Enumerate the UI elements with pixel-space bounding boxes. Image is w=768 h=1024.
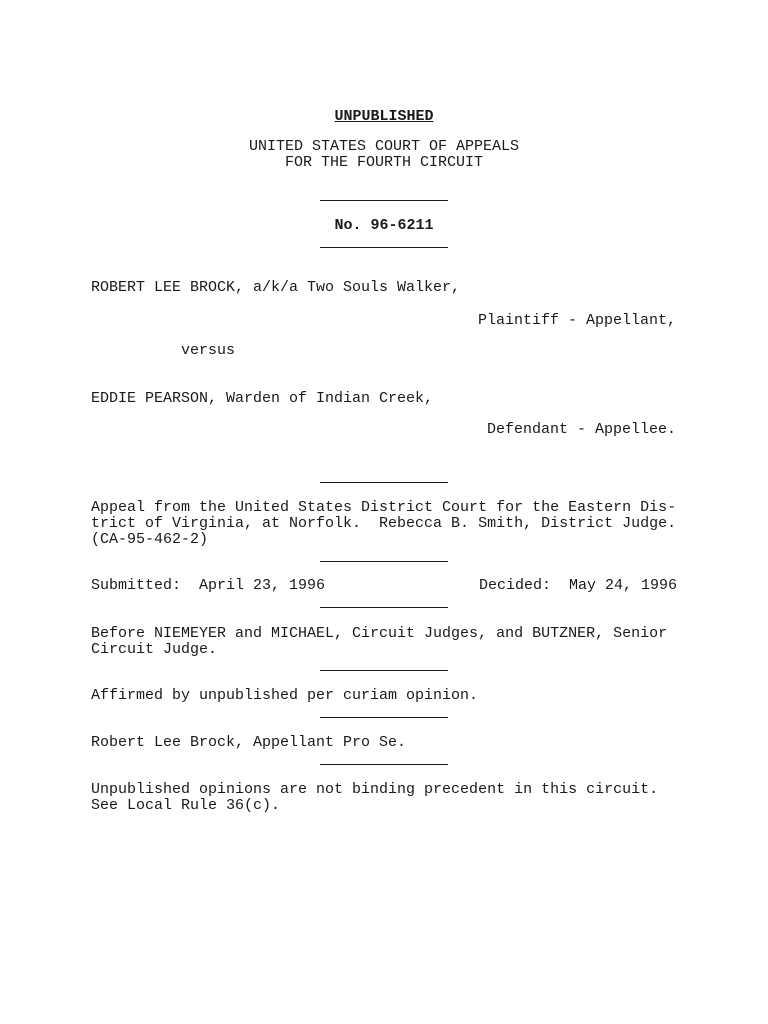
defendant-name: EDDIE PEARSON, Warden of Indian Creek, (91, 390, 434, 407)
divider-rule (320, 717, 448, 718)
divider-rule (320, 247, 448, 248)
plaintiff-role: Plaintiff - Appellant, (477, 312, 676, 329)
divider-rule (320, 607, 448, 608)
appeal-text-line2: trict of Virginia, at Norfolk. Rebecca B. Smith, District Judge. (91, 515, 677, 532)
dates-row (91, 578, 677, 594)
appeal-text-line1: Appeal from the United States District Court for the Eastern Dis- (91, 499, 677, 516)
notice-line2: See Local Rule 36(c). (91, 797, 281, 814)
notice-line1: Unpublished opinions are not binding precedent in this circuit. (91, 781, 659, 798)
court-name-line1: UNITED STATES COURT OF APPEALS (248, 138, 520, 155)
counsel-text: Robert Lee Brock, Appellant Pro Se. (91, 734, 407, 751)
defendant-role: Defendant - Appellee. (486, 421, 676, 438)
divider-rule (320, 670, 448, 671)
divider-rule (320, 482, 448, 483)
disposition-text: Affirmed by unpublished per curiam opinion. (91, 687, 479, 704)
decided-date: Decided: May 24, 1996 (478, 577, 677, 594)
court-name-line2: FOR THE FOURTH CIRCUIT (284, 154, 484, 171)
divider-rule (320, 561, 448, 562)
case-number: No. 96-6211 (334, 217, 434, 234)
panel-line2: Circuit Judge. (91, 641, 218, 658)
appeal-line2 (91, 516, 677, 532)
appeal-line1 (91, 500, 677, 516)
submitted-date: Submitted: April 23, 1996 (91, 577, 326, 594)
versus-label: versus (181, 342, 236, 359)
divider-rule (320, 200, 448, 201)
lower-court-number: (CA-95-462-2) (91, 531, 209, 548)
panel-line1: Before NIEMEYER and MICHAEL, Circuit Judges, and BUTZNER, Senior (91, 625, 668, 642)
plaintiff-name: ROBERT LEE BROCK, a/k/a Two Souls Walker, (91, 279, 461, 296)
divider-rule (320, 764, 448, 765)
unpublished-heading: UNPUBLISHED (334, 108, 434, 125)
